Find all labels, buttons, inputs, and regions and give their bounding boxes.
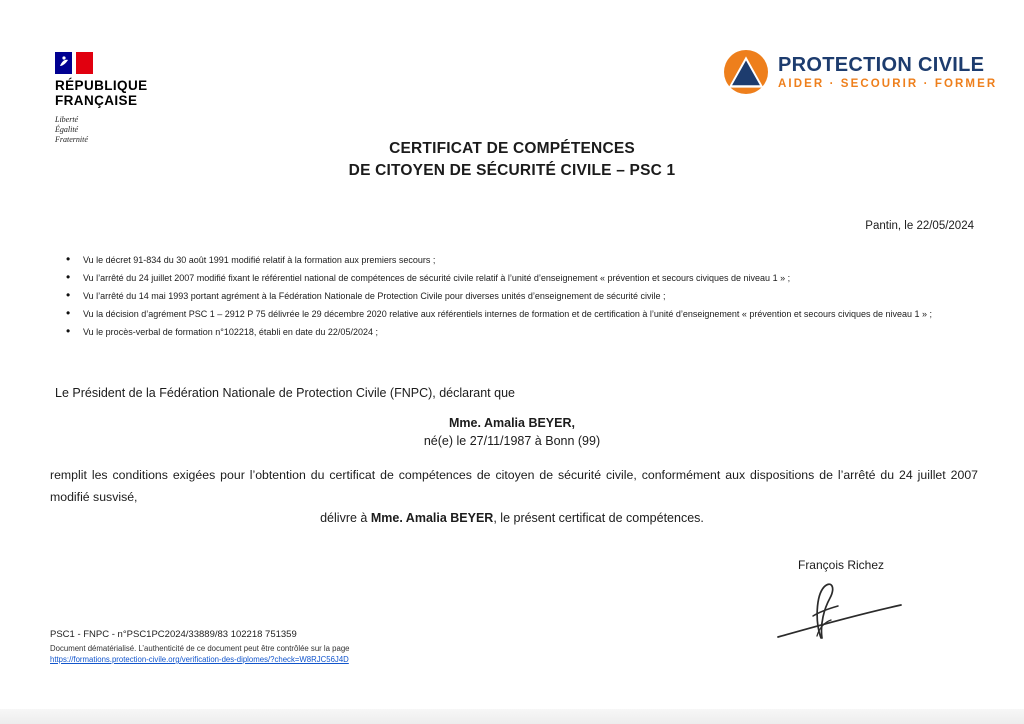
bottom-strip xyxy=(0,709,1024,724)
document-title-line1: CERTIFICAT DE COMPÉTENCES xyxy=(389,140,635,157)
delivery-name: Mme. Amalia BEYER xyxy=(370,511,494,525)
verification-link[interactable]: https://formations.protection-civile.org/verification-des-diplomes/?check=W8RJC56J4D xyxy=(50,655,349,664)
protection-civile-tagline: AIDER · SECOURIR · FORMER xyxy=(778,77,998,90)
republique-name: RÉPUBLIQUE FRANÇAISE xyxy=(55,78,148,108)
protection-civile-logo xyxy=(724,50,997,94)
certificate-reference: PSC1 - FNPC - n°PSC1PC2024/33889/83 102218 751359 xyxy=(50,629,297,640)
french-flag-icon xyxy=(55,52,93,74)
recital-item: • Vu le procès-verbal de formation n°102218, établi en date du 22/05/2024 ; xyxy=(66,323,980,341)
recipient-name: Mme. Amalia BEYER, xyxy=(449,416,575,430)
republique-motto: Liberté Égalité Fraternité xyxy=(55,115,88,144)
delivery-line xyxy=(0,511,1024,525)
declaration-intro: Le Président de la Fédération Nationale de Protection Civile (FNPC), déclarant que xyxy=(55,386,515,400)
recital-item: • Vu la décision d’agrément PSC 1 – 2912 P 75 délivrée le 29 décembre 2020 relative aux référentiels internes de formation et de certification à l’unité d’enseignement « prévention et secours civiques de niveau 1 » ; xyxy=(66,305,980,323)
recital-item: • Vu le décret 91-834 du 30 août 1991 modifié relatif à la formation aux premiers secours ; xyxy=(66,251,980,269)
protection-civile-name: PROTECTION CIVILE xyxy=(778,53,985,76)
protection-civile-triangle-icon xyxy=(724,50,768,94)
dematerialized-note: Document dématérialisé. L’authenticité de ce document peut être contrôlée sur la page xyxy=(50,644,350,653)
recital-item: • Vu l’arrêté du 24 juillet 2007 modifié fixant le référentiel national de compétences de sécurité civile relatif à l’unité d’enseignement « prévention et secours civiques de niveau 1 » ; xyxy=(66,269,980,287)
document-title-line2: DE CITOYEN DE SÉCURITÉ CIVILE – PSC 1 xyxy=(348,162,676,179)
delivery-prefix: délivre à xyxy=(320,511,371,525)
delivery-suffix: , le présent certificat de compétences. xyxy=(493,511,704,525)
recipient-birth: né(e) le 27/11/1987 à Bonn (99) xyxy=(423,434,601,448)
place-date-line: Pantin, le 22/05/2024 xyxy=(865,220,974,232)
republique-francaise-logo xyxy=(55,52,235,145)
handwritten-signature-image xyxy=(775,578,905,640)
recitals-list xyxy=(66,251,980,341)
recital-item: • Vu l’arrêté du 14 mai 1993 portant agrément à la Fédération Nationale de Protection Civile pour diverses unités d’enseignement de sécurité civile ; xyxy=(66,287,980,305)
signer-name: François Richez xyxy=(797,558,885,572)
protection-civile-wordmark xyxy=(778,55,997,90)
declaration-body: remplit les conditions exigées pour l’obtention du certificat de compétences de citoyen de sécurité civile, conformément aux dispositions de l’arrêté du 24 juillet 2007 modifié susvisé, xyxy=(50,468,978,504)
document-title xyxy=(0,138,1024,182)
